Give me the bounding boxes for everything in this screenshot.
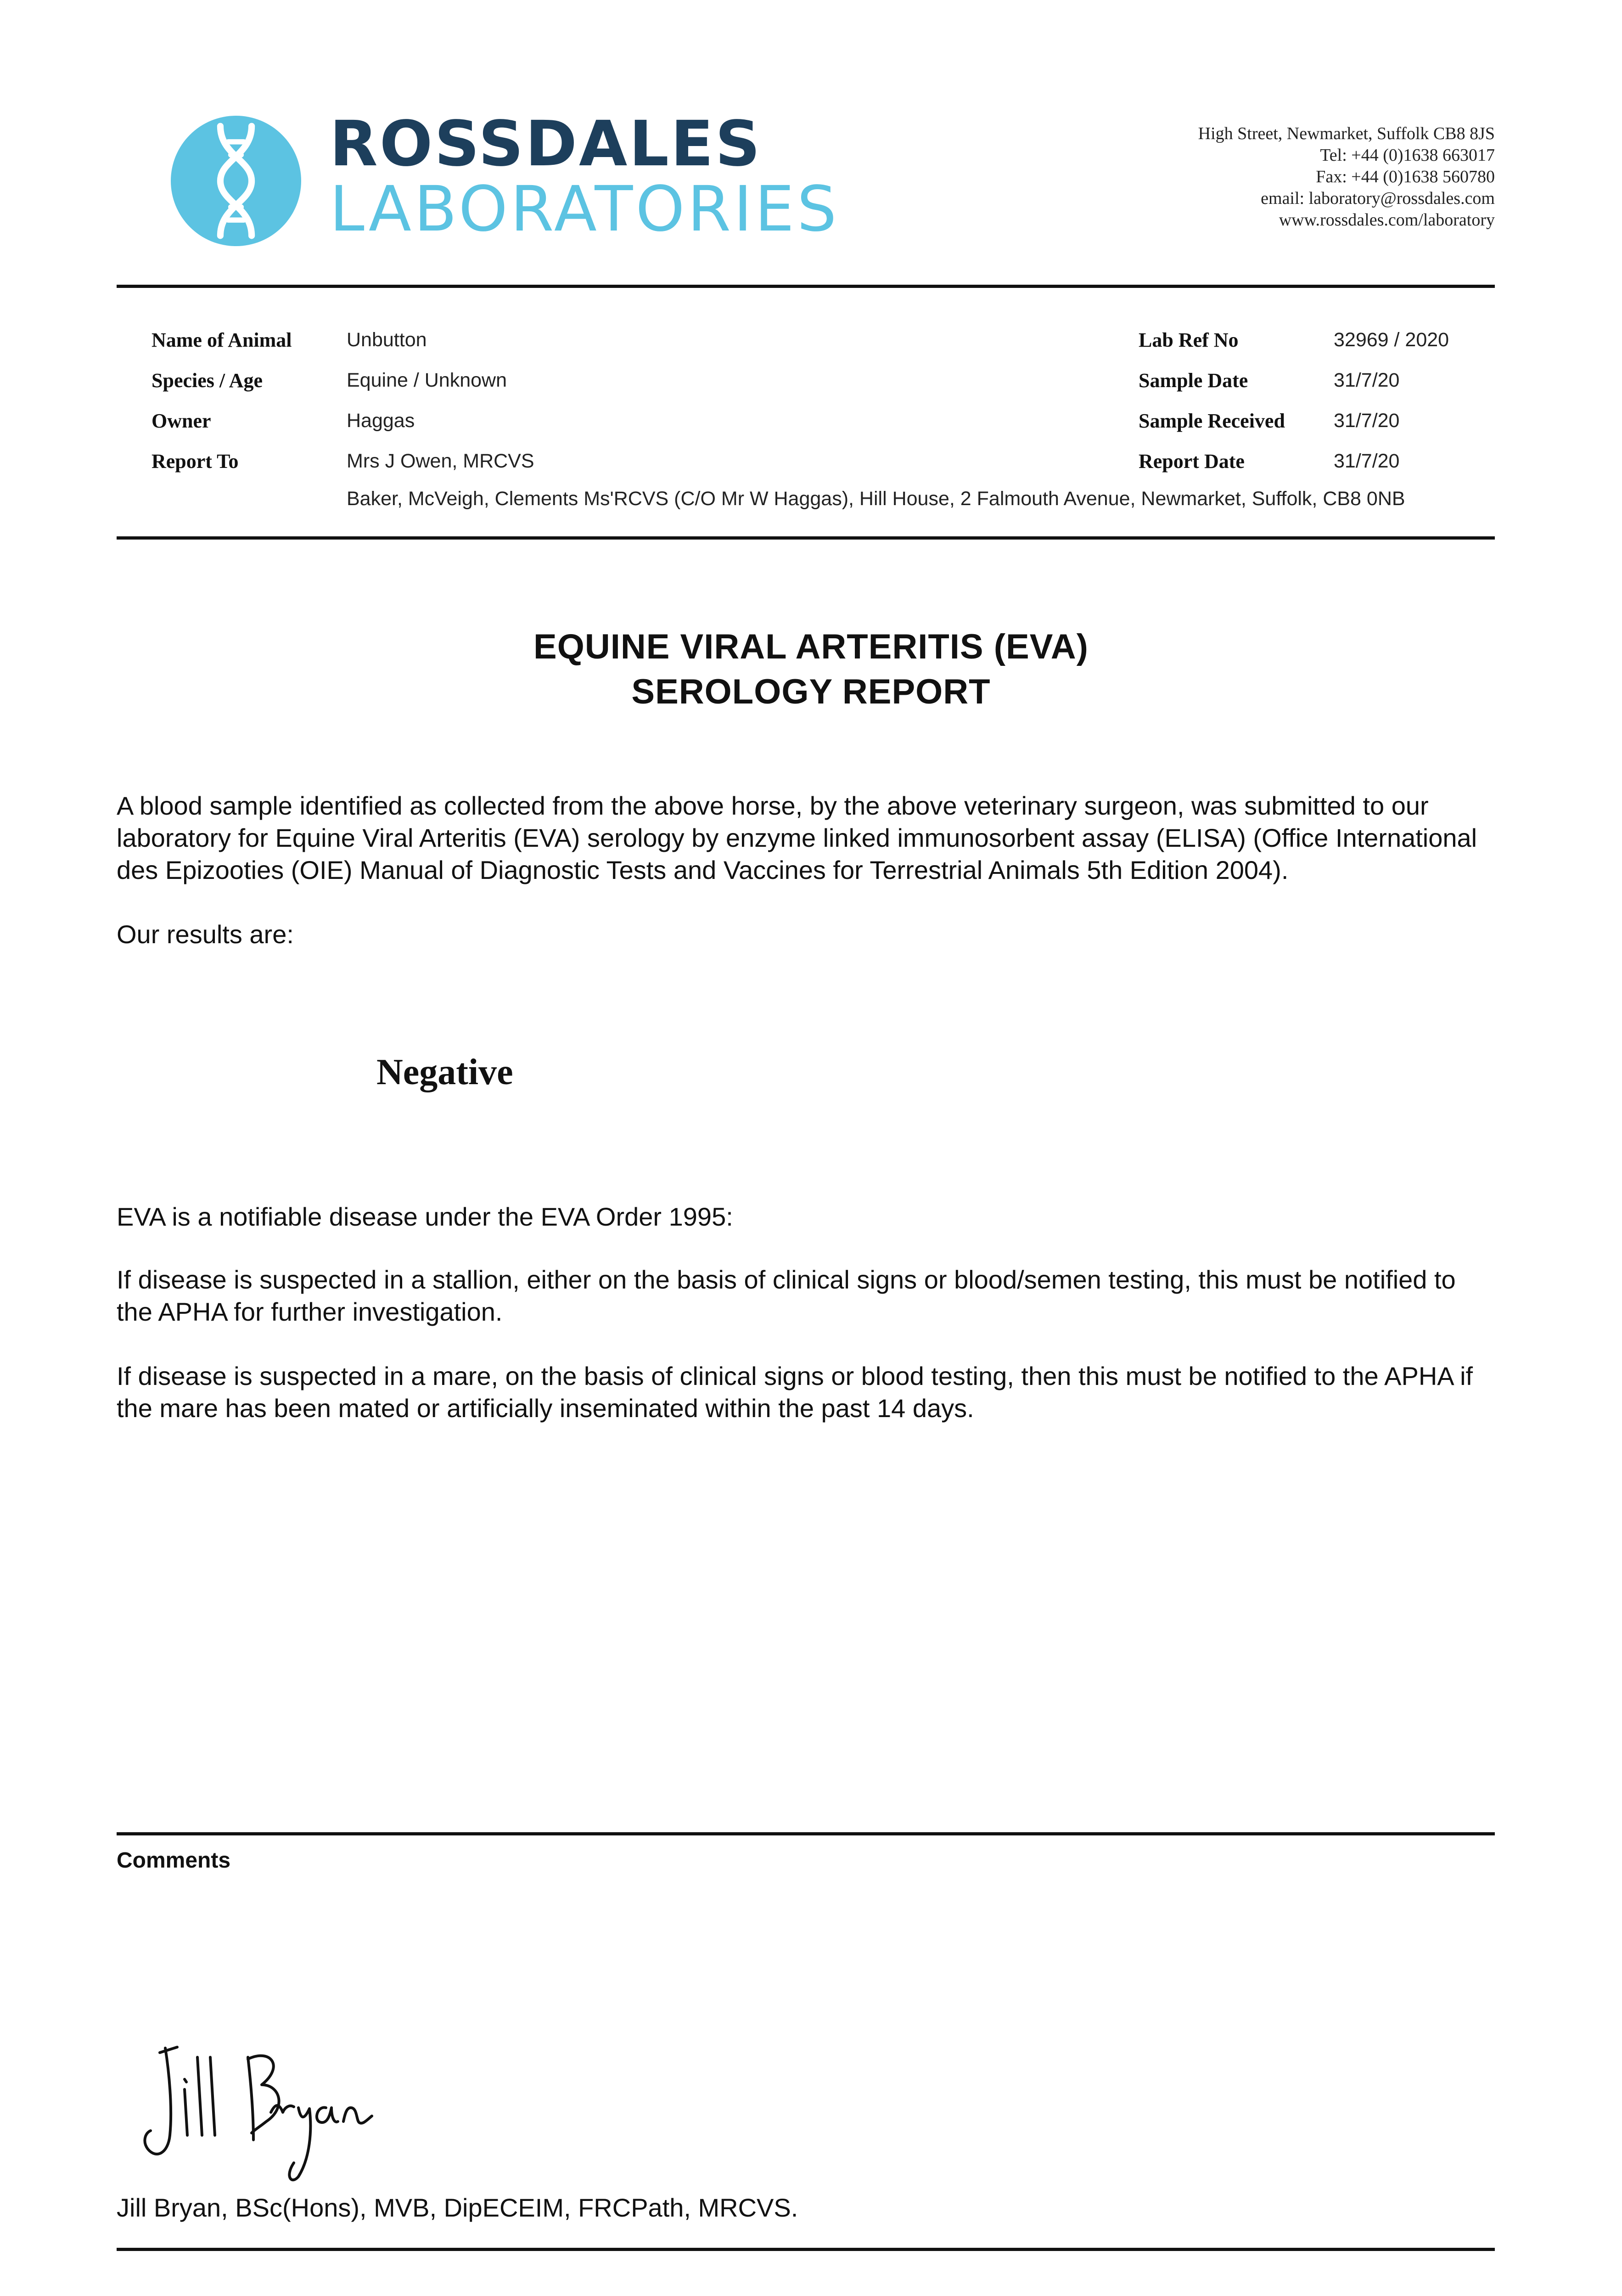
notifiable-notice: EVA is a notifiable disease under the EVA Order 1995:	[117, 1202, 733, 1231]
info-divider	[117, 536, 1495, 540]
test-result: Negative	[376, 1052, 513, 1092]
mare-paragraph: If disease is suspected in a mare, on the basis of clinical signs or blood testing, then this must be notified to the APHA if the mare has been mated or artificially inseminated within the past 14 days.	[117, 1362, 1473, 1423]
comments-label: Comments	[117, 1848, 231, 1873]
label-name-of-animal: Name of Animal	[152, 329, 292, 351]
comments-divider	[117, 1832, 1495, 1835]
contact-block	[1198, 123, 1495, 231]
value-sample-received: 31/7/20	[1334, 410, 1400, 432]
report-to-address: Baker, McVeigh, Clements Ms'RCVS (C/O Mr W Haggas), Hill House, 2 Falmouth Avenue, Newmarket, Suffolk, CB8 0NB	[347, 488, 1405, 510]
label-sample-date: Sample Date	[1139, 369, 1248, 392]
brand-name: ROSSDALES	[330, 108, 762, 180]
contact-email: email: laboratory@rossdales.com	[1261, 189, 1495, 208]
signatory-name: Jill Bryan, BSc(Hons), MVB, DipECEIM, FRCPath, MRCVS.	[117, 2193, 798, 2222]
value-report-to: Mrs J Owen, MRCVS	[347, 450, 534, 472]
label-species-age: Species / Age	[152, 369, 263, 392]
value-owner: Haggas	[347, 410, 415, 432]
brand-subname: LABORATORIES	[330, 173, 840, 246]
contact-web: www.rossdales.com/laboratory	[1279, 210, 1495, 230]
contact-fax: Fax: +44 (0)1638 560780	[1316, 167, 1495, 186]
dna-helix-icon	[171, 116, 301, 246]
stallion-paragraph: If disease is suspected in a stallion, either on the basis of clinical signs or blood/semen testing, this must be notified to the APHA for further investigation.	[117, 1265, 1456, 1326]
handwritten-signature	[133, 2039, 395, 2195]
value-sample-date: 31/7/20	[1334, 369, 1400, 391]
label-report-date: Report Date	[1139, 450, 1245, 473]
value-species-age: Equine / Unknown	[347, 369, 507, 391]
label-report-to: Report To	[152, 450, 239, 473]
contact-address: High Street, Newmarket, Suffolk CB8 8JS	[1198, 124, 1495, 143]
report-title-line2: SEROLOGY REPORT	[631, 672, 991, 711]
report-title-line1: EQUINE VIRAL ARTERITIS (EVA)	[533, 627, 1089, 666]
intro-paragraph: A blood sample identified as collected from the above horse, by the above veterinary surgeon, was submitted to our laboratory for Equine Viral Arteritis (EVA) serology by enzyme linked immunosorbent assay (ELISA) (Office International des Epizooties (OIE) Manual of Diagnostic Tests and Vaccines for Terrestrial Animals 5th Edition 2004).	[117, 791, 1477, 884]
results-intro: Our results are:	[117, 920, 294, 949]
label-owner: Owner	[152, 410, 211, 432]
header-divider	[117, 285, 1495, 288]
label-lab-ref: Lab Ref No	[1139, 329, 1239, 351]
contact-tel: Tel: +44 (0)1638 663017	[1320, 146, 1495, 165]
value-report-date: 31/7/20	[1334, 450, 1400, 472]
label-sample-received: Sample Received	[1139, 410, 1285, 432]
footer-divider	[117, 2248, 1495, 2251]
value-name-of-animal: Unbutton	[347, 329, 427, 351]
value-lab-ref: 32969 / 2020	[1334, 329, 1449, 351]
